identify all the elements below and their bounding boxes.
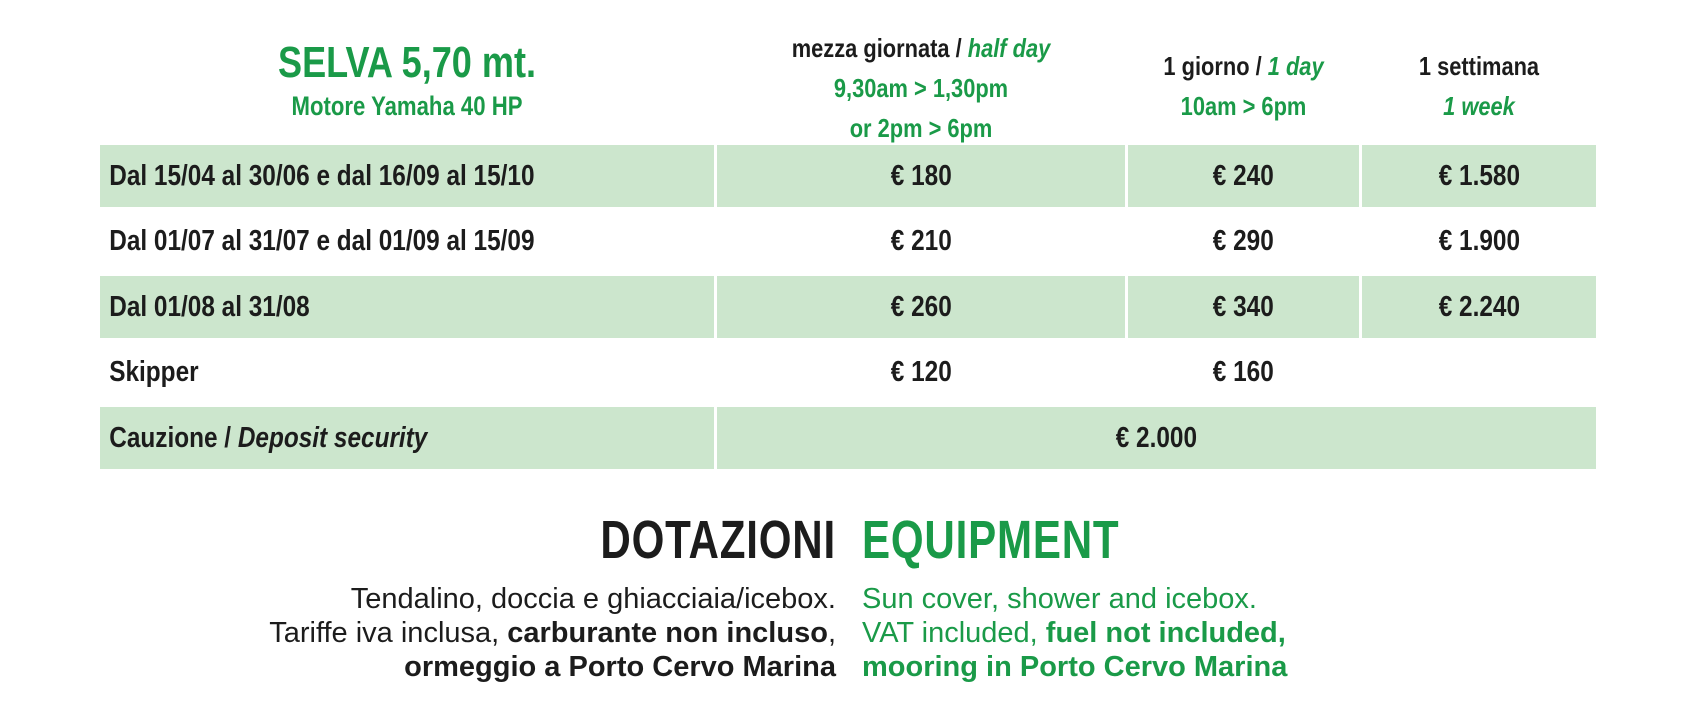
row-label-cell: Skipper xyxy=(109,355,199,388)
equipment-title-it: DOTAZIONI xyxy=(600,510,836,570)
price-day: € 340 xyxy=(1128,276,1359,338)
table-row-deposit xyxy=(100,407,1596,469)
deposit-label-en: Deposit security xyxy=(237,421,428,454)
equipment-text-it xyxy=(269,582,836,684)
equipment-it-line-2: Tariffe iva inclusa, carburante non incluso, xyxy=(269,617,836,649)
half-day-label-it: mezza giornata xyxy=(791,33,950,63)
day-label-it: 1 giorno xyxy=(1163,51,1250,81)
column-header-week xyxy=(1362,46,1596,126)
equipment-text-en xyxy=(862,582,1287,684)
table-row-skipper xyxy=(100,341,1596,403)
half-day-time-2: or 2pm > 6pm xyxy=(849,113,993,143)
price-week: € 1.580 xyxy=(1362,145,1596,207)
deposit-label-it: Cauzione xyxy=(109,421,218,454)
price-half-day: € 210 xyxy=(890,224,952,257)
boat-name: SELVA 5,70 mt. xyxy=(278,38,536,87)
week-label-it: 1 settimana xyxy=(1418,51,1540,81)
row-label-cell: Dal 01/08 al 31/08 xyxy=(100,276,714,338)
price-half-day: € 120 xyxy=(890,355,952,388)
price-day: € 160 xyxy=(1213,355,1274,388)
equipment-en-line-3: mooring in Porto Cervo Marina xyxy=(862,651,1288,683)
price-half-day: € 260 xyxy=(717,276,1125,338)
row-label-cell: Dal 15/04 al 30/06 e dal 16/09 al 15/10 xyxy=(100,145,714,207)
price-week: € 2.240 xyxy=(1362,276,1596,338)
equipment-en-line-1: Sun cover, shower and icebox. xyxy=(862,583,1257,615)
week-label-en: 1 week xyxy=(1443,91,1515,121)
price-week: € 1.900 xyxy=(1438,224,1520,257)
day-label-en: 1 day xyxy=(1267,51,1324,81)
table-row xyxy=(100,210,1596,272)
price-day: € 290 xyxy=(1213,224,1274,257)
equipment-it-line-3: ormeggio a Porto Cervo Marina xyxy=(404,651,836,683)
boat-title-block xyxy=(100,38,714,124)
equipment-en-line-2: VAT included, fuel not included, xyxy=(862,617,1286,649)
deposit-value: € 2.000 xyxy=(717,407,1596,469)
price-week xyxy=(1362,341,1596,403)
price-half-day: € 180 xyxy=(717,145,1125,207)
table-row xyxy=(100,145,1596,207)
half-day-time-1: 9,30am > 1,30pm xyxy=(833,73,1009,103)
boat-motor: Motore Yamaha 40 HP xyxy=(291,91,523,121)
half-day-label-en: half day xyxy=(967,33,1051,63)
price-day: € 240 xyxy=(1128,145,1359,207)
equipment-title-en: EQUIPMENT xyxy=(862,510,1120,570)
column-header-day: 1 giorno / 1 day 10am > 6pm xyxy=(1128,46,1359,126)
deposit-label-cell: Cauzione / Deposit security xyxy=(100,407,714,469)
row-label-cell: Dal 01/07 al 31/07 e dal 01/09 al 15/09 xyxy=(109,224,535,257)
column-header-half-day: mezza giornata / half day 9,30am > 1,30pm or 2pm > 6pm xyxy=(717,28,1125,148)
day-time: 10am > 6pm xyxy=(1180,91,1307,121)
equipment-it-line-1: Tendalino, doccia e ghiacciaia/icebox. xyxy=(350,583,836,615)
table-row xyxy=(100,276,1596,338)
